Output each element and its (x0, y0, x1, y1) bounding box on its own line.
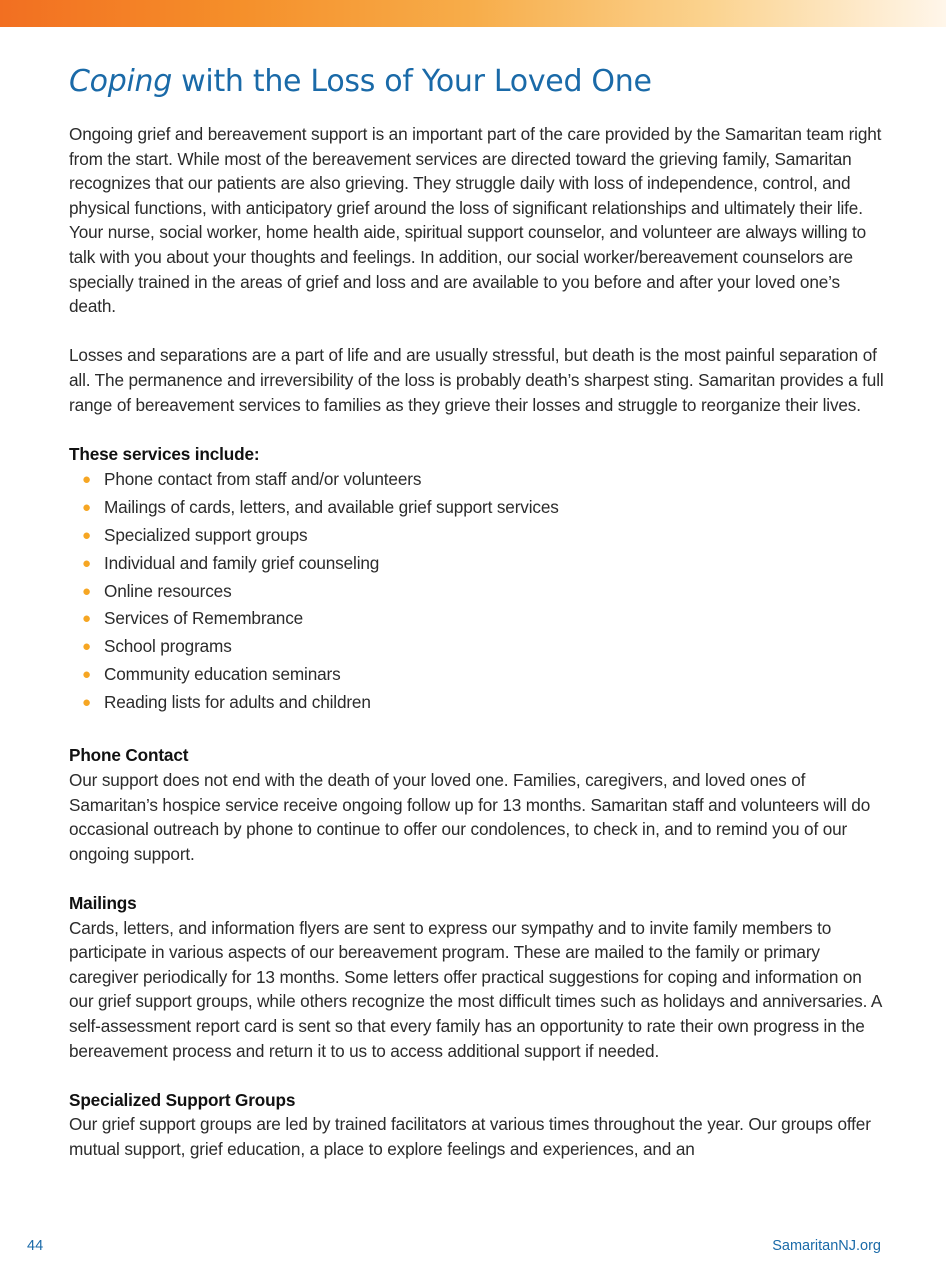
bullet-icon: ● (82, 638, 91, 656)
bullet-icon: ● (82, 471, 91, 489)
list-item-label: Reading lists for adults and children (104, 691, 371, 712)
services-list (69, 466, 884, 716)
section-heading: Phone Contact (69, 745, 189, 766)
bullet-icon: ● (82, 554, 91, 572)
list-item-label: Individual and family grief counseling (104, 552, 380, 573)
list-item-label: Community education seminars (104, 663, 341, 684)
section-body: Cards, letters, and information flyers are sent to express our sympathy and to invite family members to participate in various aspects of our bereavement program. These are mailed to the family or primary caregiver periodically for 13 months. Some letters offer practical suggestions for coping and information on our grief support groups, while others recognize the most difficult times such as holidays and anniversaries. A self-assessment report card is sent so that every family has an opportunity to rate their own progress in the bereavement process and return it to us to access additional support if needed. (69, 917, 882, 1061)
section-mailings (69, 891, 884, 1063)
list-item (82, 522, 884, 550)
bullet-icon: ● (82, 499, 91, 517)
list-item-label: Online resources (104, 580, 232, 601)
section-support-groups (69, 1088, 884, 1162)
bullet-icon: ● (82, 582, 91, 600)
header-gradient-bar (0, 0, 946, 27)
section-phone-contact (69, 743, 884, 866)
list-item (82, 550, 884, 578)
list-item-label: Phone contact from staff and/or volunteers (104, 469, 422, 490)
intro-paragraph-2: Losses and separations are a part of life and are usually stressful, but death is the most painful separation of all. The permanence and irreversibility of the loss is probably death’s sharpest sting. Samaritan provides a full range of bereavement services to families as they grieve their losses and struggle to reorganize their lives. (69, 345, 884, 415)
list-item-label: Specialized support groups (104, 524, 308, 545)
bullet-icon: ● (82, 526, 91, 544)
intro-paragraph-1: Ongoing grief and bereavement support is an important part of the care provided by the Samaritan team right from the start. While most of the bereavement services are directed toward the grieving family, Samaritan recognizes that our patients are also grieving. They struggle daily with loss of independence, control, and physical functions, with anticipatory grief around the loss of significant relationships and ultimately their life. Your nurse, social worker, home health aide, spiritual support counselor, and volunteer are always willing to talk with you about your thoughts and feelings. In addition, our social worker/bereavement counselors are specially trained in the areas of grief and loss and are available to you before and after your loved one’s death. (69, 124, 882, 317)
list-item (82, 661, 884, 689)
page-title (69, 62, 652, 102)
list-item (82, 494, 884, 522)
list-item-label: School programs (104, 636, 232, 657)
title-italic-word: Coping (69, 64, 172, 99)
website-link[interactable]: SamaritanNJ.org (772, 1238, 881, 1254)
page-number: 44 (27, 1238, 44, 1254)
list-item (82, 578, 884, 606)
list-item-label: Services of Remembrance (104, 608, 304, 629)
list-item (82, 605, 884, 633)
section-heading: Specialized Support Groups (69, 1089, 296, 1110)
main-content (69, 122, 884, 1186)
services-heading: These services include: (69, 443, 260, 464)
bullet-icon: ● (82, 693, 91, 711)
list-item (82, 633, 884, 661)
bullet-icon: ● (82, 610, 91, 628)
bullet-icon: ● (82, 665, 91, 683)
section-heading: Mailings (69, 893, 137, 914)
list-item-label: Mailings of cards, letters, and available grief support services (104, 497, 559, 518)
section-body: Our grief support groups are led by trained facilitators at various times throughout the year. Our groups offer mutual support, grief education, a place to explore feelings and experiences, and an (69, 1114, 871, 1159)
section-body: Our support does not end with the death of your loved one. Families, caregivers, and loved ones of Samaritan’s hospice service receive ongoing follow up for 13 months. Samaritan staff and volunteers will do occasional outreach by phone to continue to offer our condolences, to check in, and to remind you of our ongoing support. (69, 770, 871, 864)
list-item (82, 466, 884, 494)
title-rest: with the Loss of Your Loved One (171, 64, 652, 99)
list-item (82, 689, 884, 717)
